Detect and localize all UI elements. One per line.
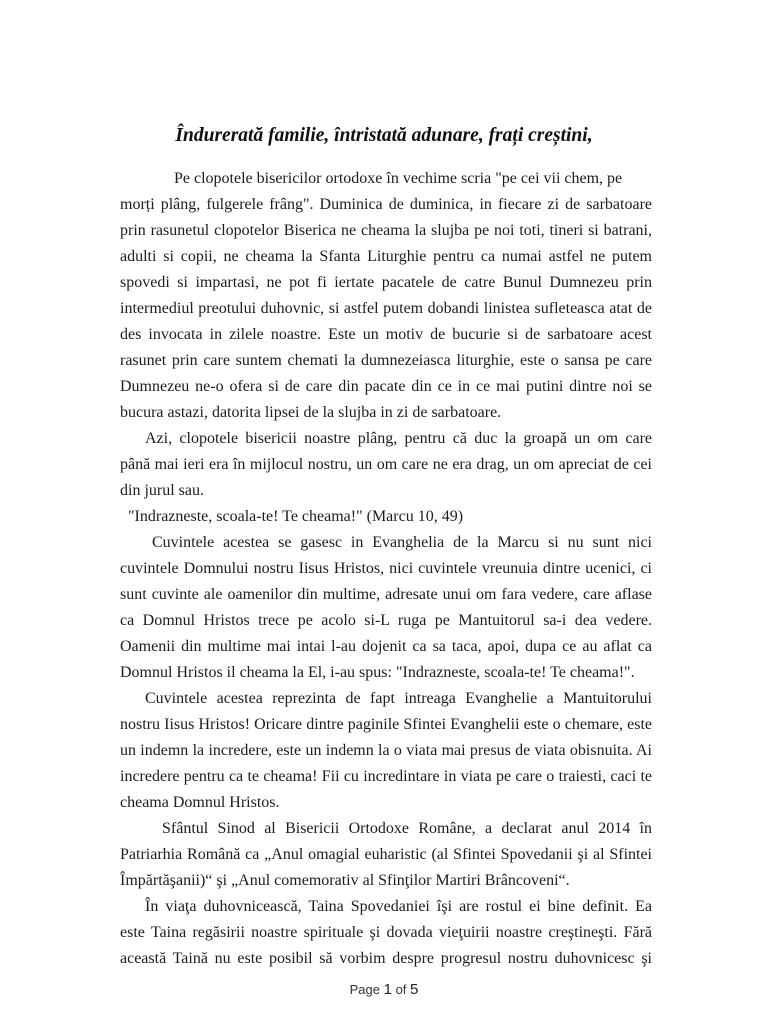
body-line: Sfântul Sinod al Bisericii Ortodoxe Române, a declarat anul 2014 în (162, 820, 652, 837)
total-pages-number: 5 (410, 981, 419, 998)
body-line: până mai ieri era în mijlocul nostru, un om care ne era drag, un om apreciat de cei (120, 456, 652, 473)
body-line: prin rasunetul clopotelor Biserica ne cheama la slujba pe noi toti, tineri si batrani, (120, 222, 652, 239)
body-line: Cuvintele acestea se gasesc in Evanghelia de la Marcu si nu sunt nici (152, 534, 652, 551)
body-line: această Taină nu este posibil să vorbim despre progresul nostru duhovnicesc şi (120, 950, 652, 967)
body-line: Cuvintele acestea reprezinta de fapt intreaga Evanghelie a Mantuitorului (145, 690, 652, 707)
body-line: ca Domnul Hristos trece pe acolo si-L ruga pe Mantuitorul sa-i dea vedere. (120, 612, 652, 629)
body-line: Azi, clopotele bisericii noastre plâng, pentru că duc la groapă un om care (145, 430, 652, 447)
body-line: rasunet prin care suntem chemati la dumnezeiasca liturghie, este o sansa pe care (120, 352, 652, 369)
scripture-quote: "Indrazneste, scoala-te! Te cheama!" (Marcu 10, 49) (128, 508, 464, 525)
body-line: cheama Domnul Hristos. (120, 794, 280, 811)
body-line: cuvintele Domnului nostru Iisus Hristos, nici cuvintele vreunuia dintre ucenici, ci (120, 560, 652, 577)
body-line: Patriarhia Română ca „Anul omagial euharistic (al Sfintei Spovedanii şi al Sfintei (120, 846, 652, 863)
page-label: Page (349, 982, 380, 997)
body-line: adulti si copii, ne cheama la Sfanta Liturghie pentru ca numai astfel ne putem (120, 248, 652, 265)
of-label: of (395, 982, 407, 997)
document-title: Îndurerată familie, întristată adunare, frați creștini, (175, 125, 593, 146)
body-line: Pe clopotele bisericilor ortodoxe în vechime scria "pe cei vii chem, pe (174, 170, 623, 187)
body-line: În viaţa duhovnicească, Taina Spovedaniei îşi are rostul ei bine definit. Ea (145, 898, 652, 915)
body-line: nostru Iisus Hristos! Oricare dintre paginile Sfintei Evanghelii este o chemare, este (120, 716, 652, 733)
body-line: Domnul Hristos il cheama la El, i-au spus: "Indrazneste, scoala-te! Te cheama!". (120, 664, 635, 681)
page-indicator (0, 980, 768, 1000)
body-line: spovedi si impartasi, ne pot fi iertate pacatele de catre Bunul Dumnezeu prin (120, 274, 652, 291)
body-line: un indemn la incredere, este un indemn la o viata mai presus de viata obisnuita. Ai (120, 742, 652, 759)
body-line: intermediul preotului duhovnic, si astfel putem dobandi linistea sufleteasca atat de (120, 300, 652, 317)
body-line: morți plâng, fulgerele frâng". Duminica de duminica, in fiecare zi de sarbatoare (120, 196, 652, 213)
body-line: Dumnezeu ne-o ofera si de care din pacate din ce in ce mai putini dintre noi se (120, 378, 652, 395)
body-line: sunt cuvinte ale oamenilor din multime, adresate unui om fara vedere, care aflase (120, 586, 652, 603)
body-line: des invocata in zilele noastre. Este un motiv de bucurie si de sarbatoare acest (120, 326, 652, 343)
body-line: incredere pentru ca te cheama! Fii cu incredintare in viata pe care o traiesti, caci te (120, 768, 652, 785)
body-line: bucura astazi, datorita lipsei de la slujba in zi de sarbatoare. (120, 404, 502, 421)
body-line: este Taina regăsirii noastre spirituale şi dovada vieţuirii noastre creştineşti. Fără (120, 924, 652, 941)
body-line: Împărtăşanii)“ şi „Anul comemorativ al Sfinţilor Martiri Brâncoveni“. (120, 872, 570, 889)
body-line: din jurul sau. (120, 482, 204, 499)
current-page-number: 1 (383, 981, 392, 998)
body-line: Oamenii din multime mai intai l-au dojenit ca sa taca, apoi, dupa ce au aflat ca (120, 638, 652, 655)
